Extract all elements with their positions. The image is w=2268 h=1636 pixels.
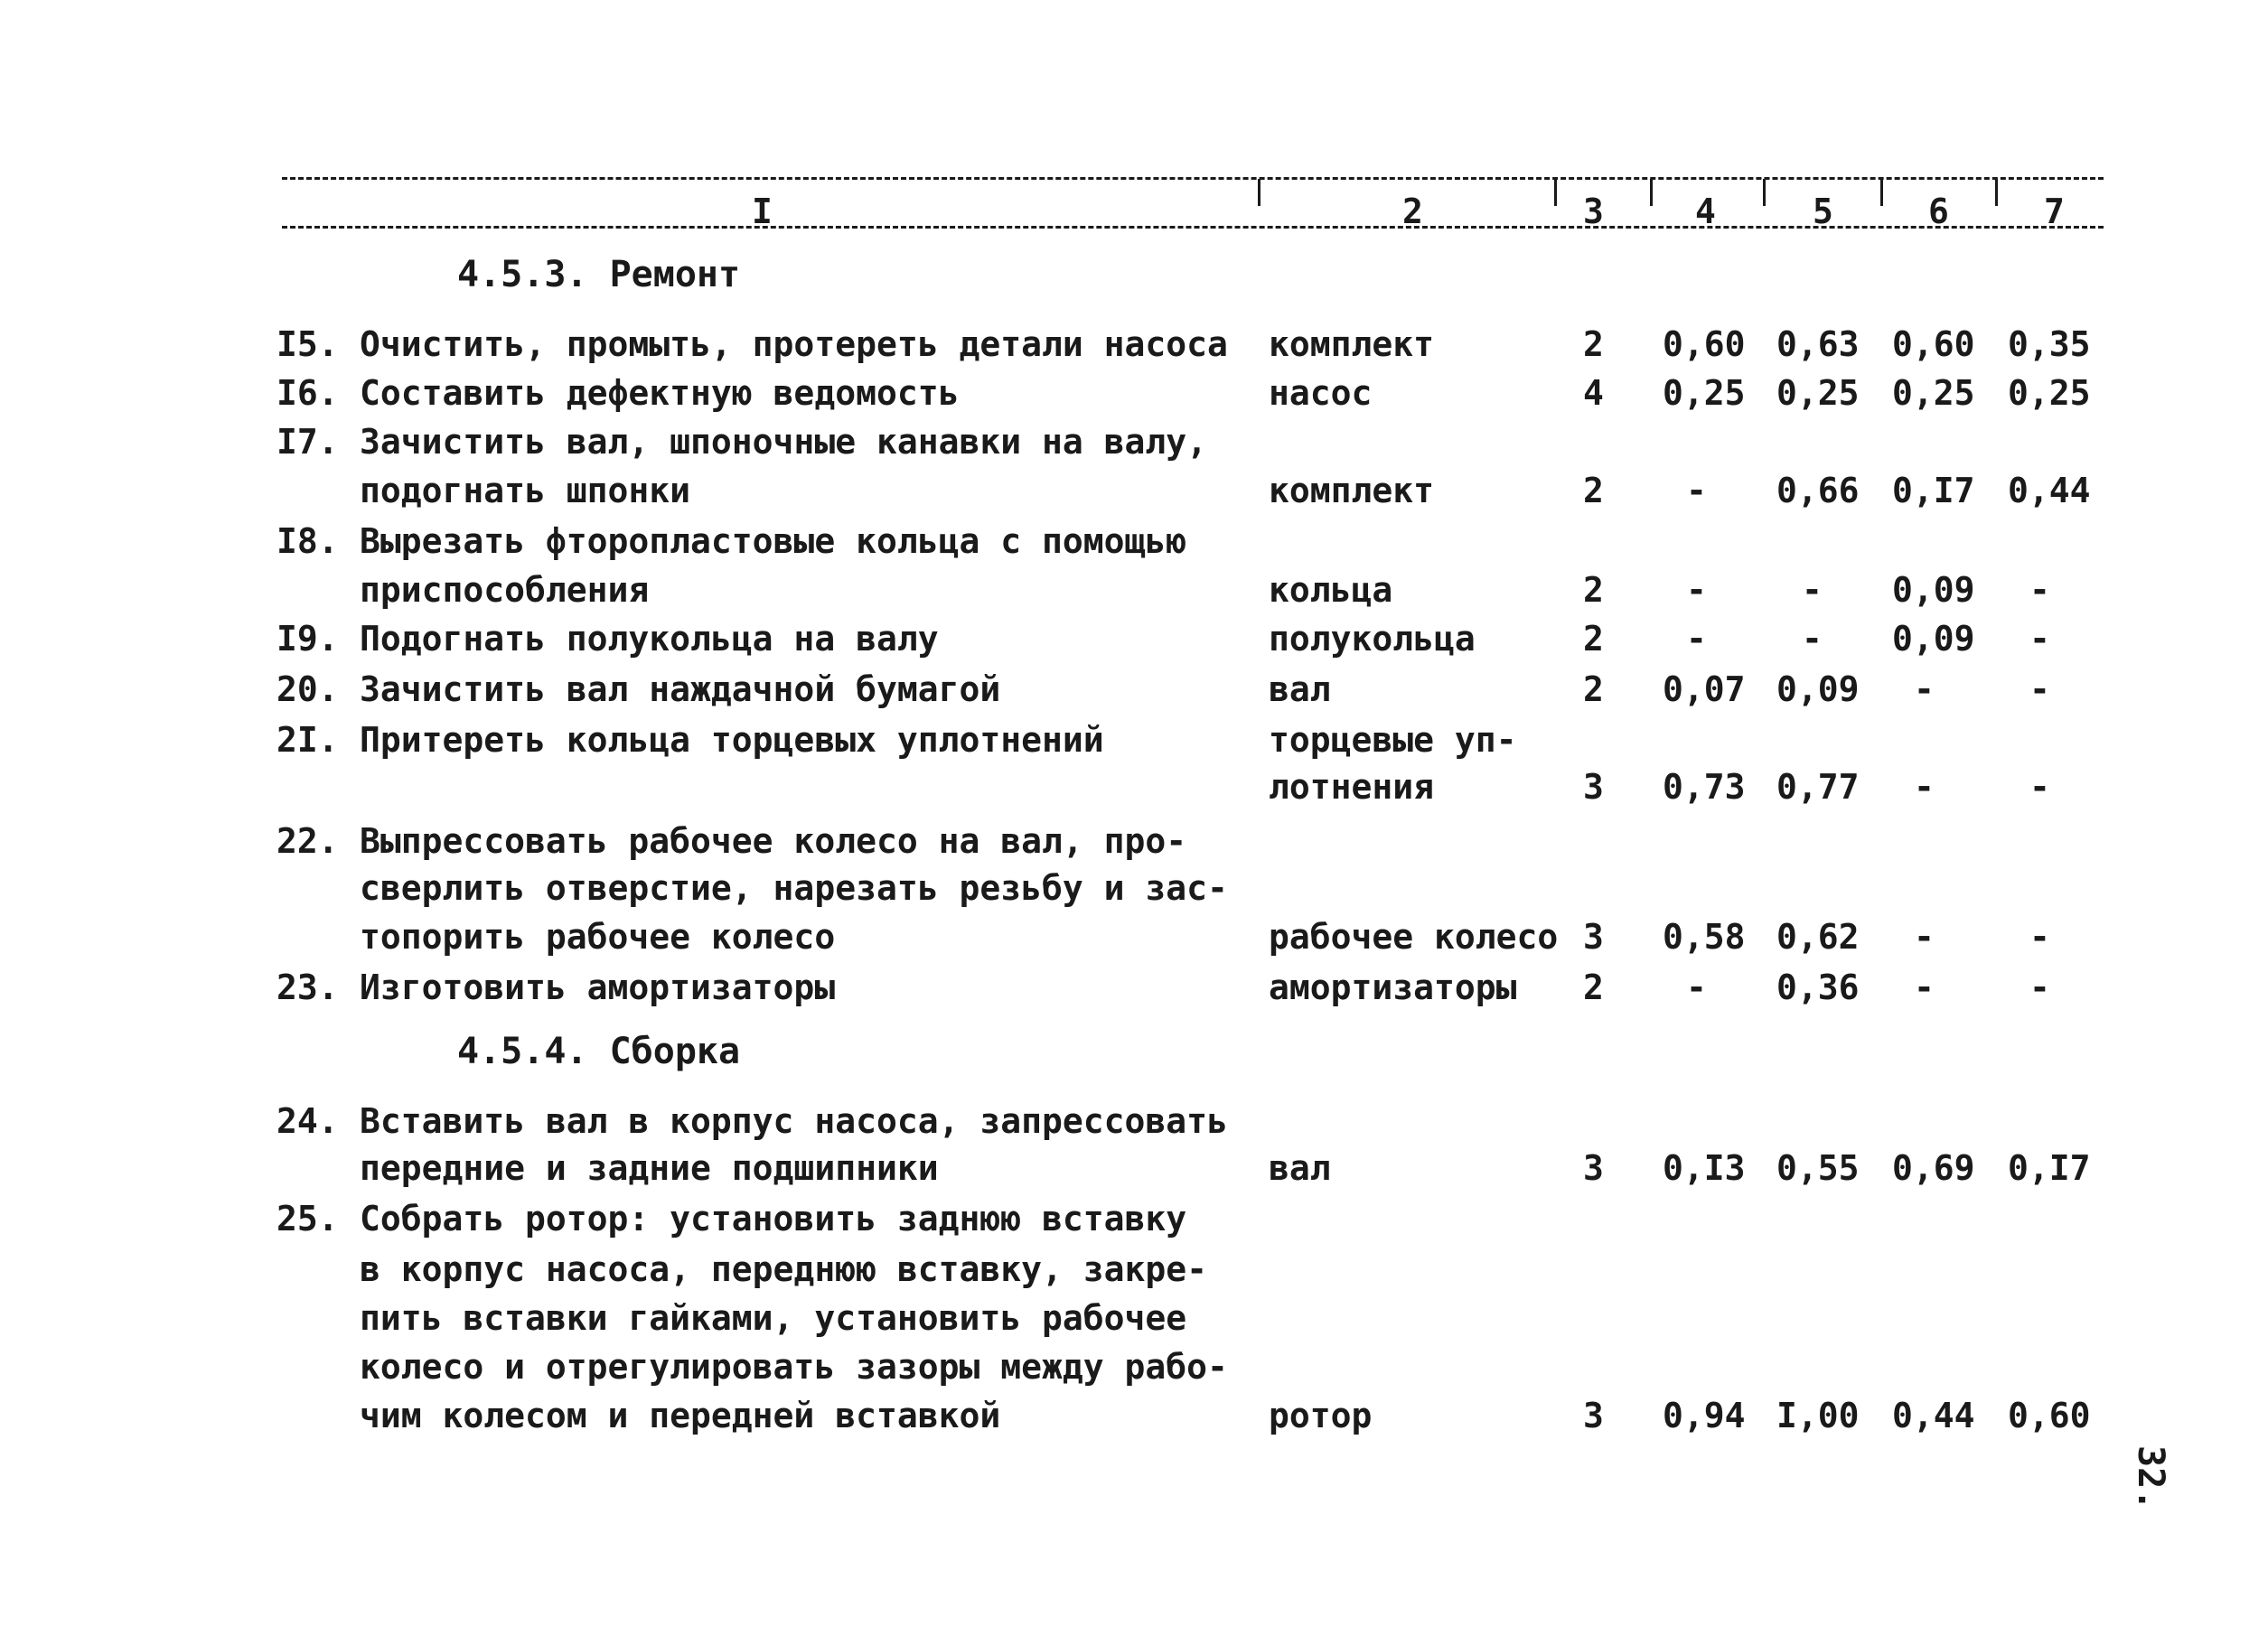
- row-unit: торцевые уп-: [1269, 720, 1517, 760]
- row-c4: -: [1686, 570, 1707, 610]
- row-number: 24.: [276, 1101, 339, 1141]
- row-c7: 0,I7: [2008, 1148, 2091, 1188]
- row-unit: комплект: [1269, 324, 1435, 364]
- row-text: приспособления: [360, 570, 650, 610]
- header-col-1: I: [752, 192, 773, 231]
- row-c7: -: [2029, 669, 2050, 709]
- row-number: 2I.: [276, 720, 339, 760]
- row-unit: амортизаторы: [1269, 968, 1517, 1007]
- row-c7: -: [2029, 767, 2050, 807]
- row-c5: -: [1802, 619, 1823, 659]
- row-c4: 0,60: [1663, 324, 1746, 364]
- row-text: пить вставки гайками, установить рабочее: [360, 1298, 1187, 1338]
- page-number: 32.: [2130, 1445, 2171, 1511]
- row-text: колесо и отрегулировать зазоры между рабо-: [360, 1347, 1228, 1387]
- row-number: 20.: [276, 669, 339, 709]
- row-c3: 2: [1583, 471, 1604, 510]
- row-number: 25.: [276, 1199, 339, 1239]
- row-text: Собрать ротор: установить заднюю вставку: [360, 1199, 1187, 1239]
- row-c6: 0,44: [1892, 1396, 1975, 1435]
- header-separator: [1650, 179, 1653, 206]
- row-number: I5.: [276, 324, 339, 364]
- row-c3: 2: [1583, 570, 1604, 610]
- row-c4: 0,I3: [1663, 1148, 1746, 1188]
- row-text: подогнать шпонки: [360, 471, 691, 510]
- row-c6: 0,69: [1892, 1148, 1975, 1188]
- row-c7: 0,25: [2008, 373, 2091, 413]
- row-c4: 0,25: [1663, 373, 1746, 413]
- row-c3: 3: [1583, 917, 1604, 957]
- row-number: I6.: [276, 373, 339, 413]
- row-number: I9.: [276, 619, 339, 659]
- row-unit: ротор: [1269, 1396, 1373, 1435]
- header-col-7: 7: [2044, 192, 2065, 231]
- row-text: Зачистить вал, шпоночные канавки на валу,: [360, 422, 1207, 462]
- row-c5: 0,66: [1776, 471, 1860, 510]
- header-top-rule: [282, 177, 2104, 180]
- row-unit: рабочее колесо: [1269, 917, 1559, 957]
- section-heading: 4.5.4. Сборка: [457, 1031, 741, 1072]
- row-c6: -: [1914, 968, 1935, 1007]
- row-c7: -: [2029, 570, 2050, 610]
- row-text: Подогнать полукольца на валу: [360, 619, 939, 659]
- row-c6: 0,I7: [1892, 471, 1975, 510]
- header-col-3: 3: [1583, 192, 1604, 231]
- row-text: топорить рабочее колесо: [360, 917, 836, 957]
- row-c3: 3: [1583, 1396, 1604, 1435]
- row-c6: 0,09: [1892, 619, 1975, 659]
- row-c3: 2: [1583, 968, 1604, 1007]
- row-text: Изготовить амортизаторы: [360, 968, 836, 1007]
- row-unit: вал: [1269, 669, 1331, 709]
- row-c5: 0,25: [1776, 373, 1860, 413]
- row-unit: вал: [1269, 1148, 1331, 1188]
- row-unit: кольца: [1269, 570, 1393, 610]
- row-unit: комплект: [1269, 471, 1435, 510]
- header-col-6: 6: [1928, 192, 1949, 231]
- row-c5: 0,63: [1776, 324, 1860, 364]
- row-c4: 0,07: [1663, 669, 1746, 709]
- row-c4: 0,94: [1663, 1396, 1746, 1435]
- row-text: Притереть кольца торцевых уплотнений: [360, 720, 1104, 760]
- row-text: Составить дефектную ведомость: [360, 373, 960, 413]
- row-c4: -: [1686, 619, 1707, 659]
- row-c7: -: [2029, 968, 2050, 1007]
- row-c7: 0,60: [2008, 1396, 2091, 1435]
- row-text: Вырезать фторопластовые кольца с помощью: [360, 521, 1187, 561]
- row-text: передние и задние подшипники: [360, 1148, 939, 1188]
- row-number: I8.: [276, 521, 339, 561]
- row-c7: -: [2029, 917, 2050, 957]
- row-text: в корпус насоса, переднюю вставку, закре-: [360, 1249, 1207, 1289]
- row-c4: -: [1686, 471, 1707, 510]
- row-c6: 0,09: [1892, 570, 1975, 610]
- row-c7: -: [2029, 619, 2050, 659]
- row-c3: 2: [1583, 669, 1604, 709]
- row-c6: -: [1914, 767, 1935, 807]
- row-text: сверлить отверстие, нарезать резьбу и зас-: [360, 868, 1228, 908]
- row-c3: 3: [1583, 767, 1604, 807]
- header-separator: [1995, 179, 1998, 206]
- row-text: Зачистить вал наждачной бумагой: [360, 669, 1001, 709]
- header-col-2: 2: [1402, 192, 1423, 231]
- row-c3: 3: [1583, 1148, 1604, 1188]
- row-c6: -: [1914, 917, 1935, 957]
- row-c3: 4: [1583, 373, 1604, 413]
- row-unit: полукольца: [1269, 619, 1476, 659]
- header-separator: [1880, 179, 1883, 206]
- row-c7: 0,44: [2008, 471, 2091, 510]
- row-number: 22.: [276, 821, 339, 861]
- row-c5: 0,09: [1776, 669, 1860, 709]
- header-col-5: 5: [1813, 192, 1833, 231]
- row-c4: 0,58: [1663, 917, 1746, 957]
- header-separator: [1763, 179, 1766, 206]
- row-c5: -: [1802, 570, 1823, 610]
- row-c5: 0,62: [1776, 917, 1860, 957]
- row-text: Очистить, промыть, протереть детали насоса: [360, 324, 1228, 364]
- row-c5: 0,77: [1776, 767, 1860, 807]
- row-c4: -: [1686, 968, 1707, 1007]
- header-separator: [1554, 179, 1557, 206]
- header-col-4: 4: [1695, 192, 1716, 231]
- row-text: Выпрессовать рабочее колесо на вал, про-: [360, 821, 1187, 861]
- row-c5: 0,55: [1776, 1148, 1860, 1188]
- row-number: I7.: [276, 422, 339, 462]
- header-separator: [1258, 179, 1261, 206]
- row-text: Вставить вал в корпус насоса, запрессовать: [360, 1101, 1228, 1141]
- row-c3: 2: [1583, 619, 1604, 659]
- row-text: чим колесом и передней вставкой: [360, 1396, 1001, 1435]
- row-c4: 0,73: [1663, 767, 1746, 807]
- row-c7: 0,35: [2008, 324, 2091, 364]
- row-c6: 0,60: [1892, 324, 1975, 364]
- row-number: 23.: [276, 968, 339, 1007]
- row-c6: 0,25: [1892, 373, 1975, 413]
- row-c5: 0,36: [1776, 968, 1860, 1007]
- row-unit: насос: [1269, 373, 1373, 413]
- row-c3: 2: [1583, 324, 1604, 364]
- section-heading: 4.5.3. Ремонт: [457, 254, 741, 295]
- row-c5: I,00: [1776, 1396, 1860, 1435]
- row-c6: -: [1914, 669, 1935, 709]
- row-unit: лотнения: [1269, 767, 1435, 807]
